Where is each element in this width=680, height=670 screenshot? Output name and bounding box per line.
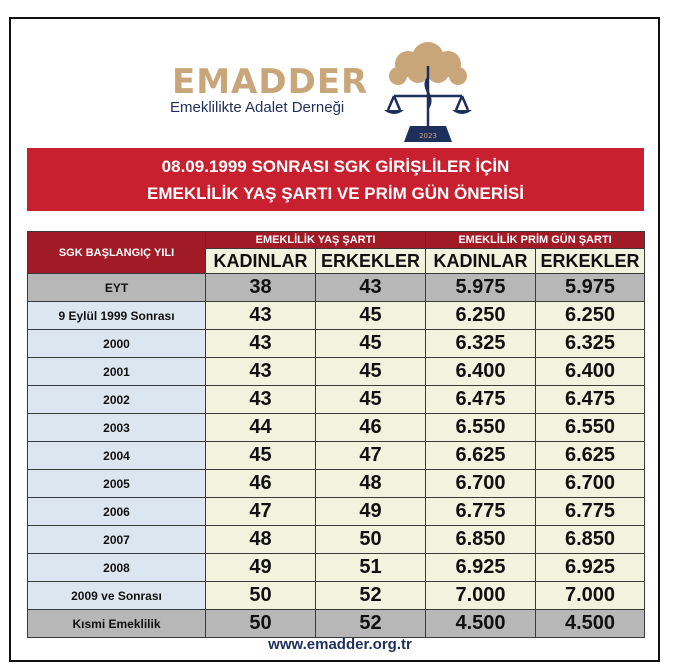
table-row xyxy=(28,274,645,302)
row-label: 2008 xyxy=(28,554,206,582)
row-label: 2009 ve Sonrası xyxy=(28,582,206,610)
age-women-cell: 43 xyxy=(206,358,316,386)
website-footer: www.emadder.org.tr xyxy=(268,636,412,653)
row-label: 2002 xyxy=(28,386,206,414)
prim-men-cell: 4.500 xyxy=(536,610,645,638)
row-label: 2006 xyxy=(28,498,206,526)
prim-men-cell: 6.325 xyxy=(536,330,645,358)
age-women-cell: 38 xyxy=(206,274,316,302)
prim-men-cell: 6.700 xyxy=(536,470,645,498)
prim-men-cell: 6.850 xyxy=(536,526,645,554)
prim-women-cell: 6.925 xyxy=(426,554,536,582)
table-row xyxy=(28,470,645,498)
age-men-cell: 45 xyxy=(316,330,426,358)
table-row xyxy=(28,498,645,526)
prim-women-cell: 6.250 xyxy=(426,302,536,330)
age-men-cell: 45 xyxy=(316,386,426,414)
logo-year: 2023 xyxy=(419,132,437,140)
prim-men-cell: 6.925 xyxy=(536,554,645,582)
prim-men-cell: 6.400 xyxy=(536,358,645,386)
table-row xyxy=(28,442,645,470)
age-men-cell: 43 xyxy=(316,274,426,302)
prim-men-cell: 6.250 xyxy=(536,302,645,330)
prim-men-cell: 7.000 xyxy=(536,582,645,610)
prim-men-cell: 6.775 xyxy=(536,498,645,526)
table-row xyxy=(28,358,645,386)
prim-men-cell: 6.625 xyxy=(536,442,645,470)
table-row xyxy=(28,526,645,554)
prim-women-cell: 5.975 xyxy=(426,274,536,302)
prim-men-cell: 5.975 xyxy=(536,274,645,302)
table-row xyxy=(28,386,645,414)
age-women-cell: 43 xyxy=(206,386,316,414)
row-label: 2004 xyxy=(28,442,206,470)
age-women-cell: 43 xyxy=(206,302,316,330)
prim-women-header: KADINLAR xyxy=(426,249,536,274)
prim-women-cell: 6.850 xyxy=(426,526,536,554)
age-men-cell: 50 xyxy=(316,526,426,554)
age-women-cell: 49 xyxy=(206,554,316,582)
justice-tree-logo-icon xyxy=(380,38,476,144)
age-men-cell: 48 xyxy=(316,470,426,498)
prim-women-cell: 6.700 xyxy=(426,470,536,498)
table-row xyxy=(28,554,645,582)
table-row xyxy=(28,302,645,330)
row-label: 2003 xyxy=(28,414,206,442)
row-label: 9 Eylül 1999 Sonrası xyxy=(28,302,206,330)
prim-men-header: ERKEKLER xyxy=(536,249,645,274)
logo-name: EMADDER xyxy=(172,62,369,102)
age-women-cell: 48 xyxy=(206,526,316,554)
table-row xyxy=(28,582,645,610)
age-women-cell: 47 xyxy=(206,498,316,526)
prim-women-cell: 6.400 xyxy=(426,358,536,386)
age-men-header: ERKEKLER xyxy=(316,249,426,274)
retirement-table xyxy=(27,231,645,638)
logo-subtitle: Emeklilikte Adalet Derneği xyxy=(170,99,345,116)
start-year-header: SGK BAŞLANGIÇ YILI xyxy=(28,232,206,274)
prim-women-cell: 6.625 xyxy=(426,442,536,470)
age-men-cell: 49 xyxy=(316,498,426,526)
age-women-cell: 45 xyxy=(206,442,316,470)
age-women-cell: 50 xyxy=(206,610,316,638)
prim-women-cell: 6.475 xyxy=(426,386,536,414)
banner-line-1: 08.09.1999 SONRASI SGK GİRİŞLİLER İÇİN xyxy=(161,157,510,176)
prim-men-cell: 6.475 xyxy=(536,386,645,414)
table-row xyxy=(28,330,645,358)
prim-women-cell: 7.000 xyxy=(426,582,536,610)
title-banner xyxy=(27,148,644,211)
row-label: 2007 xyxy=(28,526,206,554)
age-women-header: KADINLAR xyxy=(206,249,316,274)
table-row xyxy=(28,414,645,442)
age-condition-header: EMEKLİLİK YAŞ ŞARTI xyxy=(206,232,426,249)
age-women-cell: 46 xyxy=(206,470,316,498)
age-men-cell: 45 xyxy=(316,358,426,386)
prim-women-cell: 6.550 xyxy=(426,414,536,442)
prim-men-cell: 6.550 xyxy=(536,414,645,442)
row-label: Kısmi Emeklilik xyxy=(28,610,206,638)
prim-condition-header: EMEKLİLİK PRİM GÜN ŞARTI xyxy=(426,232,645,249)
age-men-cell: 45 xyxy=(316,302,426,330)
age-men-cell: 52 xyxy=(316,582,426,610)
banner-line-2: EMEKLİLİK YAŞ ŞARTI VE PRİM GÜN ÖNERİSİ xyxy=(147,184,524,203)
age-women-cell: 44 xyxy=(206,414,316,442)
prim-women-cell: 6.325 xyxy=(426,330,536,358)
row-label: 2000 xyxy=(28,330,206,358)
row-label: 2005 xyxy=(28,470,206,498)
age-men-cell: 52 xyxy=(316,610,426,638)
age-men-cell: 47 xyxy=(316,442,426,470)
age-women-cell: 43 xyxy=(206,330,316,358)
age-men-cell: 51 xyxy=(316,554,426,582)
table-row xyxy=(28,610,645,638)
age-men-cell: 46 xyxy=(316,414,426,442)
row-label: 2001 xyxy=(28,358,206,386)
prim-women-cell: 6.775 xyxy=(426,498,536,526)
age-women-cell: 50 xyxy=(206,582,316,610)
row-label: EYT xyxy=(28,274,206,302)
prim-women-cell: 4.500 xyxy=(426,610,536,638)
